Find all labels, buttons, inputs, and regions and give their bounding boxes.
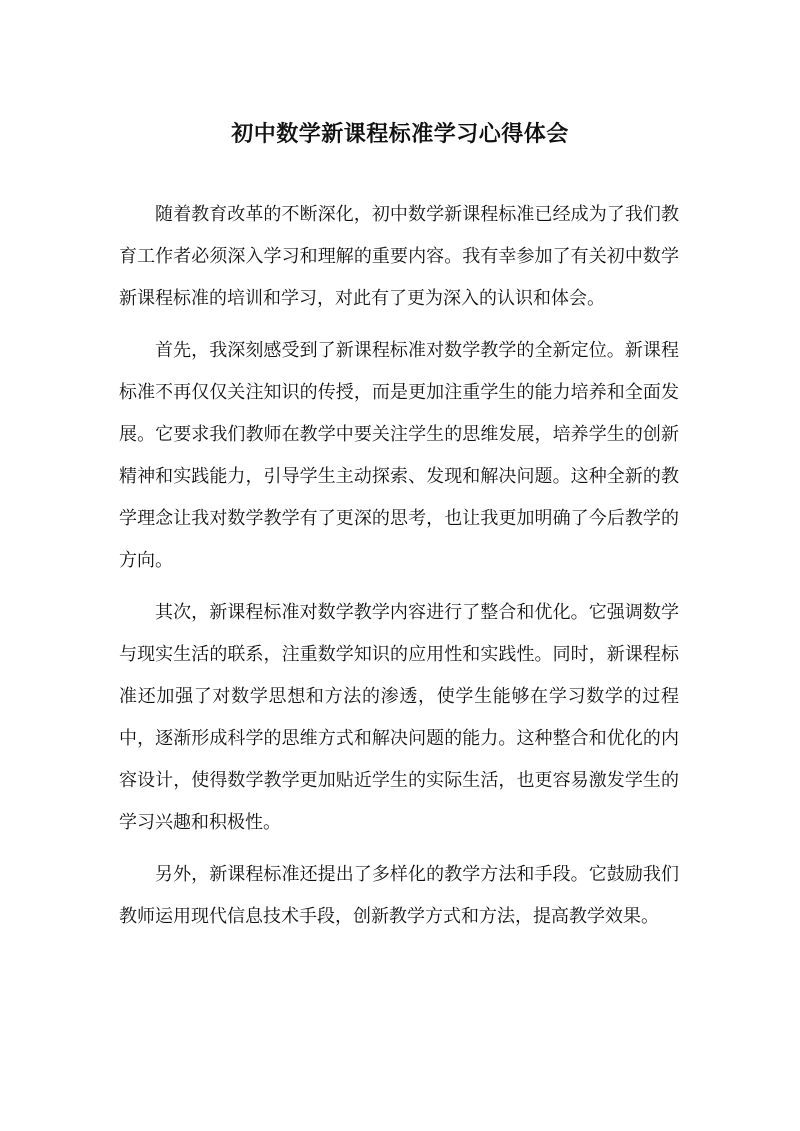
paragraph-1: 随着教育改革的不断深化，初中数学新课程标准已经成为了我们教育工作者必须深入学习和理解的重要内容。我有幸参加了有关初中数学新课程标准的培训和学习，对此有了更为深入的认识和体会。 — [119, 204, 679, 309]
paragraph-2: 首先，我深刻感受到了新课程标准对数学教学的全新定位。新课程标准不再仅仅关注知识的传授，而是更加注重学生的能力培养和全面发展。它要求我们教师在教学中要关注学生的思维发展，培养学生的创新精神和实践能力，引导学生主动探索、发现和解决问题。这种全新的教学理念让我对数学教学有了更深的思考，也让我更加明确了今后教学的方向。 — [119, 340, 679, 571]
document-body — [119, 194, 679, 938]
paragraph-4: 另外，新课程标准还提出了多样化的教学方法和手段。它鼓励我们教师运用现代信息技术手段，创新教学方式和方法，提高教学效果。 — [119, 864, 679, 927]
paragraph-3: 其次，新课程标准对数学教学内容进行了整合和优化。它强调数学与现实生活的联系，注重数学知识的应用性和实践性。同时，新课程标准还加强了对数学思想和方法的渗透，使学生能够在学习数学的过程中，逐渐形成科学的思维方式和解决问题的能力。这种整合和优化的内容设计，使得数学教学更加贴近学生的实际生活，也更容易激发学生的学习兴趣和积极性。 — [119, 602, 679, 833]
document-title: 初中数学新课程标准学习心得体会 — [231, 121, 569, 147]
